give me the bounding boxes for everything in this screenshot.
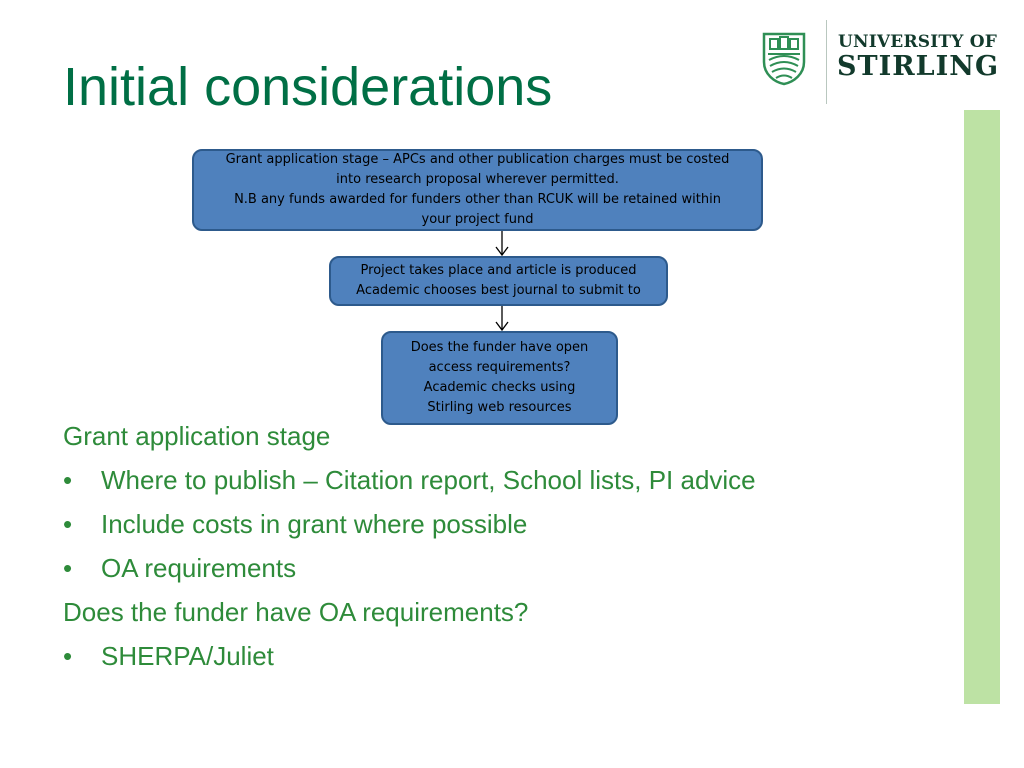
slide-title: Initial considerations [63,57,553,117]
flowchart-box-line: Does the funder have open [410,340,589,355]
flowchart-box-line: Project takes place and article is produced [360,263,637,278]
bullet-dot: • [63,465,73,495]
flowchart-box-line: into research proposal wherever permitted. [336,172,619,187]
logo-divider [826,20,827,104]
bullet-dot: • [63,553,73,583]
bullet-item [63,506,783,542]
flowchart-box-line: N.B any funds awarded for funders other than RCUK will be retained within [234,192,721,207]
logo-university-text: UNIVERSITY OF [838,32,998,52]
bullet-item [63,638,783,674]
bullet-item [63,550,783,586]
flowchart-arrow-down [492,306,512,331]
flowchart-box-line: your project fund [421,212,534,227]
flowchart-box-line: access requirements? [428,360,571,375]
flowchart-box-line: Academic checks using [423,380,576,395]
crest-icon [762,32,806,86]
logo-stirling-text: STIRLING [837,51,1000,82]
bullet-text: OA requirements [101,553,297,583]
flowchart-box-project [329,256,668,306]
flowchart-box-line: Stirling web resources [427,400,572,415]
flowchart-box-line: Academic chooses best journal to submit to [356,283,641,298]
bullet-item [63,462,783,498]
flowchart-arrow-down [492,231,512,256]
university-logo [760,20,1010,104]
bullet-text: SHERPA/Juliet [101,641,274,671]
section-heading: Grant application stage [63,421,331,451]
decorative-side-bar [964,110,1000,704]
bullet-text: Include costs in grant where possible [101,509,528,539]
bullet-dot: • [63,641,73,671]
flowchart-box-funder-check [381,331,618,425]
section-heading: Does the funder have OA requirements? [63,597,529,627]
slide-body [63,418,783,682]
flowchart-box-line: Grant application stage – APCs and other publication charges must be costed [225,152,730,167]
flowchart-box-grant-stage [192,149,763,231]
bullet-text: Where to publish – Citation report, School lists, PI advice [101,465,756,495]
bullet-dot: • [63,509,73,539]
